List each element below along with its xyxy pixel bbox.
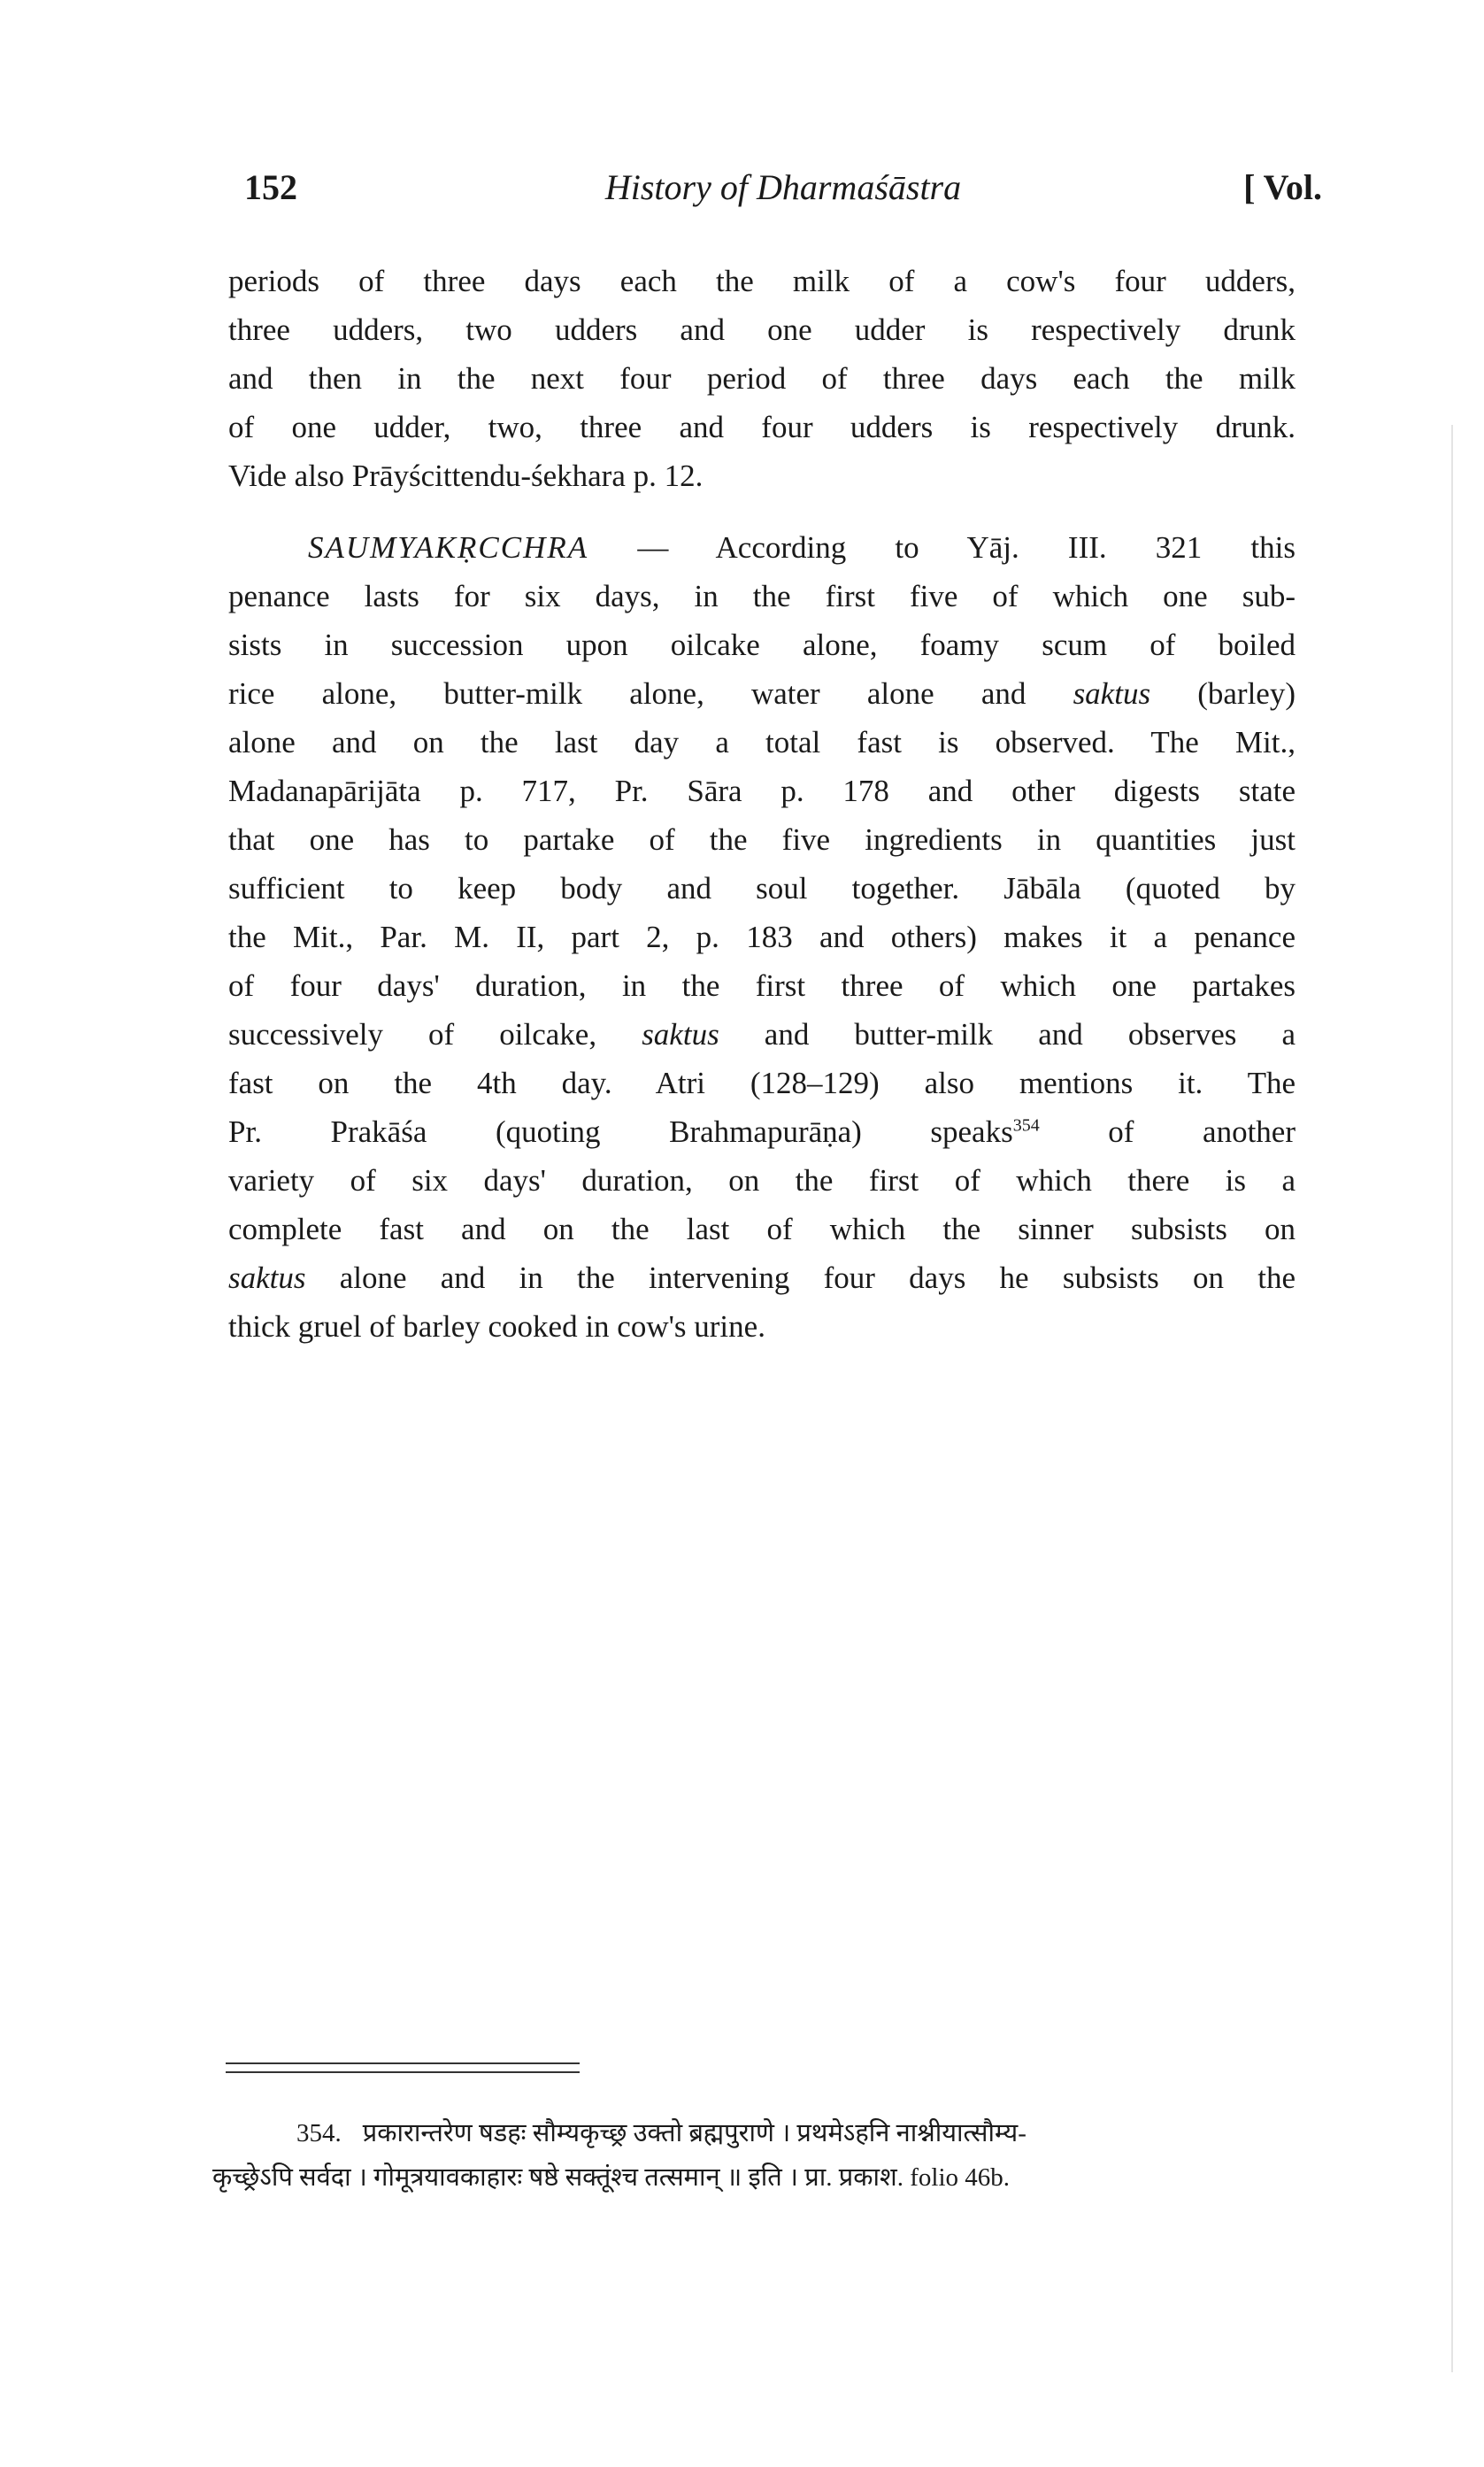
text-segment: of another	[1039, 1114, 1296, 1149]
italic-term: saktus	[642, 1017, 719, 1052]
text-line: sists in succession upon oilcake alone, foamy scum of boiled	[228, 628, 1296, 662]
footnote-number: 354.	[296, 2119, 342, 2147]
text-segment: rice alone, butter-milk alone, water alone and	[228, 676, 1073, 711]
text-segment: — According to Yāj. III. 321 this	[588, 530, 1296, 565]
text-line: of one udder, two, three and four udders is respectively drunk.	[228, 410, 1296, 444]
text-line: penance lasts for six days, in the first five of which one sub-	[228, 579, 1296, 613]
footnote	[212, 2111, 1301, 2200]
paragraph-saumyakrcchra	[228, 523, 1296, 1351]
text-line: periods of three days each the milk of a cow's four udders,	[228, 264, 1296, 298]
italic-term: saktus	[1073, 676, 1151, 711]
page-number: 152	[244, 167, 297, 207]
entry-term: SAUMYAKṚCCHRA	[308, 530, 589, 565]
text-line: sufficient to keep body and soul together. Jābāla (quoted by	[228, 871, 1296, 906]
footnote-line: कृच्छ्रेऽपि सर्वदा । गोमूत्रयावकाहारः षष्ठे सक्तूंश्च तत्समान् ॥ इति । प्रा. प्रकाश. folio 46b.	[212, 2163, 1011, 2192]
text-line: Vide also Prāyścittendu-śekhara p. 12.	[228, 459, 704, 493]
footnote-text: प्रकारान्तरेण षडहः सौम्यकृच्छ्र उक्तो ब्रह्मपुराणे । प्रथमेऽहनि नाश्नीयात्सौम्य-	[362, 2119, 1026, 2147]
italic-term: saktus	[228, 1260, 306, 1295]
text-line	[228, 523, 1296, 572]
text-line: fast on the 4th day. Atri (128–129) also mentions it. The	[228, 1066, 1296, 1100]
text-line	[228, 1107, 1296, 1156]
text-line: and then in the next four period of three days each the milk	[228, 361, 1296, 396]
text-line: three udders, two udders and one udder is respectively drunk	[228, 312, 1296, 347]
running-title: History of Dharmaśāstra	[604, 167, 962, 207]
text-line	[228, 669, 1296, 718]
text-line: variety of six days' duration, on the first of which there is a	[228, 1163, 1296, 1198]
page-edge-line	[1451, 425, 1453, 2372]
footnote-reference: 354	[1012, 1115, 1040, 1136]
text-segment: and butter-milk and observes a	[719, 1017, 1296, 1052]
text-line: Madanapārijāta p. 717, Pr. Sāra p. 178 and other digests state	[228, 774, 1296, 808]
main-text	[228, 257, 1296, 1374]
text-segment: successively of oilcake,	[228, 1017, 642, 1052]
text-line	[228, 1253, 1296, 1302]
text-segment: Pr. Prakāśa (quoting Brahmapurāṇa) speaks	[228, 1114, 1013, 1149]
text-line: the Mit., Par. M. II, part 2, p. 183 and others) makes it a penance	[228, 920, 1296, 954]
text-line: complete fast and on the last of which the sinner subsists on	[228, 1212, 1296, 1246]
footnote-line	[212, 2111, 1301, 2155]
running-header	[244, 166, 1322, 220]
text-line: that one has to partake of the five ingredients in quantities just	[228, 822, 1296, 857]
text-line	[228, 1010, 1296, 1059]
text-line: thick gruel of barley cooked in cow's urine.	[228, 1309, 765, 1344]
text-line: alone and on the last day a total fast is observed. The Mit.,	[228, 725, 1296, 759]
footnote-separator	[226, 2062, 580, 2073]
volume-marker: [ Vol.	[1243, 167, 1322, 207]
paragraph-continuation	[228, 257, 1296, 500]
text-segment: alone and in the intervening four days he subsists on the	[305, 1260, 1296, 1295]
text-line: of four days' duration, in the first three of which one partakes	[228, 968, 1296, 1003]
text-segment: (barley)	[1150, 676, 1296, 711]
